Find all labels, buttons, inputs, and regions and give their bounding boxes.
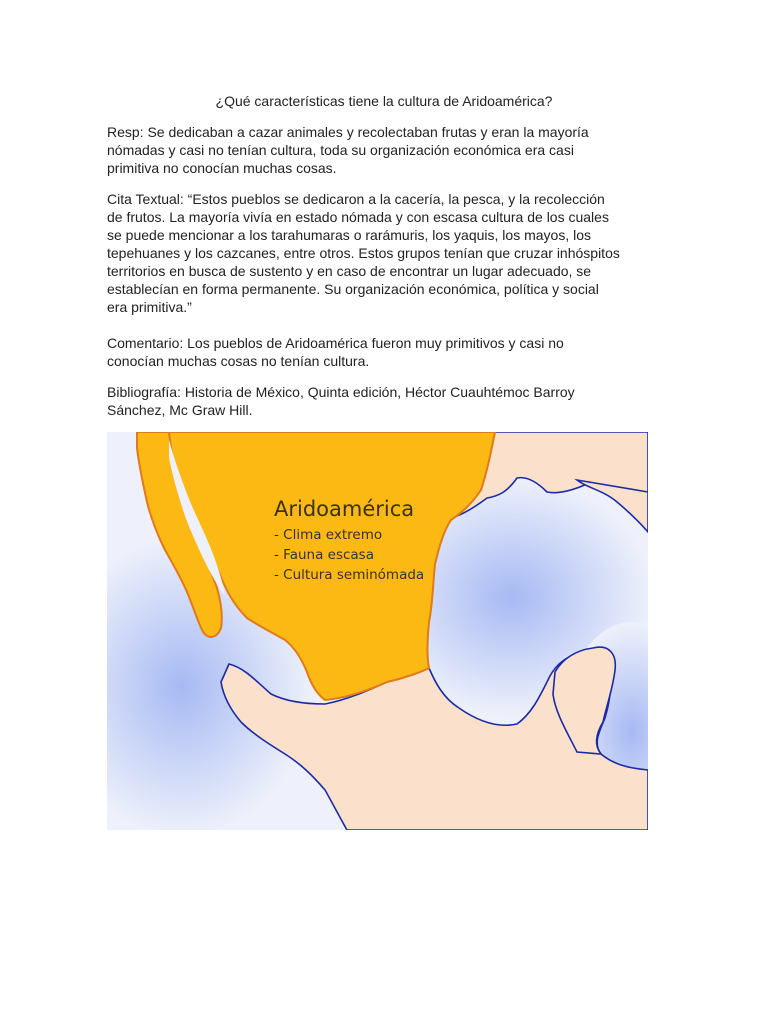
bibliography-line: Bibliografía: Historia de México, Quinta edición, Héctor Cuauhtémoc Barroy — [107, 384, 575, 400]
answer-line: nómadas y casi no tenían cultura, toda su organización económica era casi — [107, 142, 574, 158]
comment-paragraph — [107, 334, 663, 370]
quote-line: tepehuanes y los cazcanes, entre otros. Estos grupos tenían que cruzar inhóspitos — [107, 245, 620, 261]
question-heading: ¿Qué características tiene la cultura de Aridoamérica? — [215, 93, 553, 109]
quote-paragraph — [107, 190, 663, 316]
comment-line: conocían muchas cosas no tenían cultura. — [107, 353, 370, 369]
bibliography-paragraph — [107, 383, 663, 419]
bibliography-line: Sánchez, Mc Graw Hill. — [107, 402, 253, 418]
quote-line: territorios en busca de sustento y en caso de encontrar un lugar adecuado, se — [107, 263, 592, 279]
map-item-fauna: - Fauna escasa — [274, 547, 374, 563]
quote-line: de frutos. La mayoría vivía en estado nómada y con escasa cultura de los cuales — [107, 209, 609, 225]
map-item-culture: - Cultura seminómada — [274, 567, 425, 583]
answer-line: Resp: Se dedicaban a cazar animales y recolectaban frutas y eran la mayoría — [107, 124, 589, 140]
quote-line: Cita Textual: “Estos pueblos se dedicaron a la cacería, la pesca, y la recolección — [107, 191, 605, 207]
answer-paragraph — [107, 123, 663, 177]
map-title: Aridoamérica — [274, 497, 415, 521]
quote-line: establecían en forma permanente. Su organización económica, política y social — [107, 281, 599, 297]
answer-line: primitiva no conocían muchas cosas. — [107, 160, 337, 176]
quote-line: era primitiva.” — [107, 299, 192, 315]
quote-line: se puede mencionar a los tarahumaras o rarámuris, los yaquis, los mayos, los — [107, 227, 591, 243]
aridoamerica-map — [107, 432, 648, 830]
map-item-climate: - Clima extremo — [274, 527, 383, 543]
comment-line: Comentario: Los pueblos de Aridoamérica fueron muy primitivos y casi no — [107, 335, 564, 351]
